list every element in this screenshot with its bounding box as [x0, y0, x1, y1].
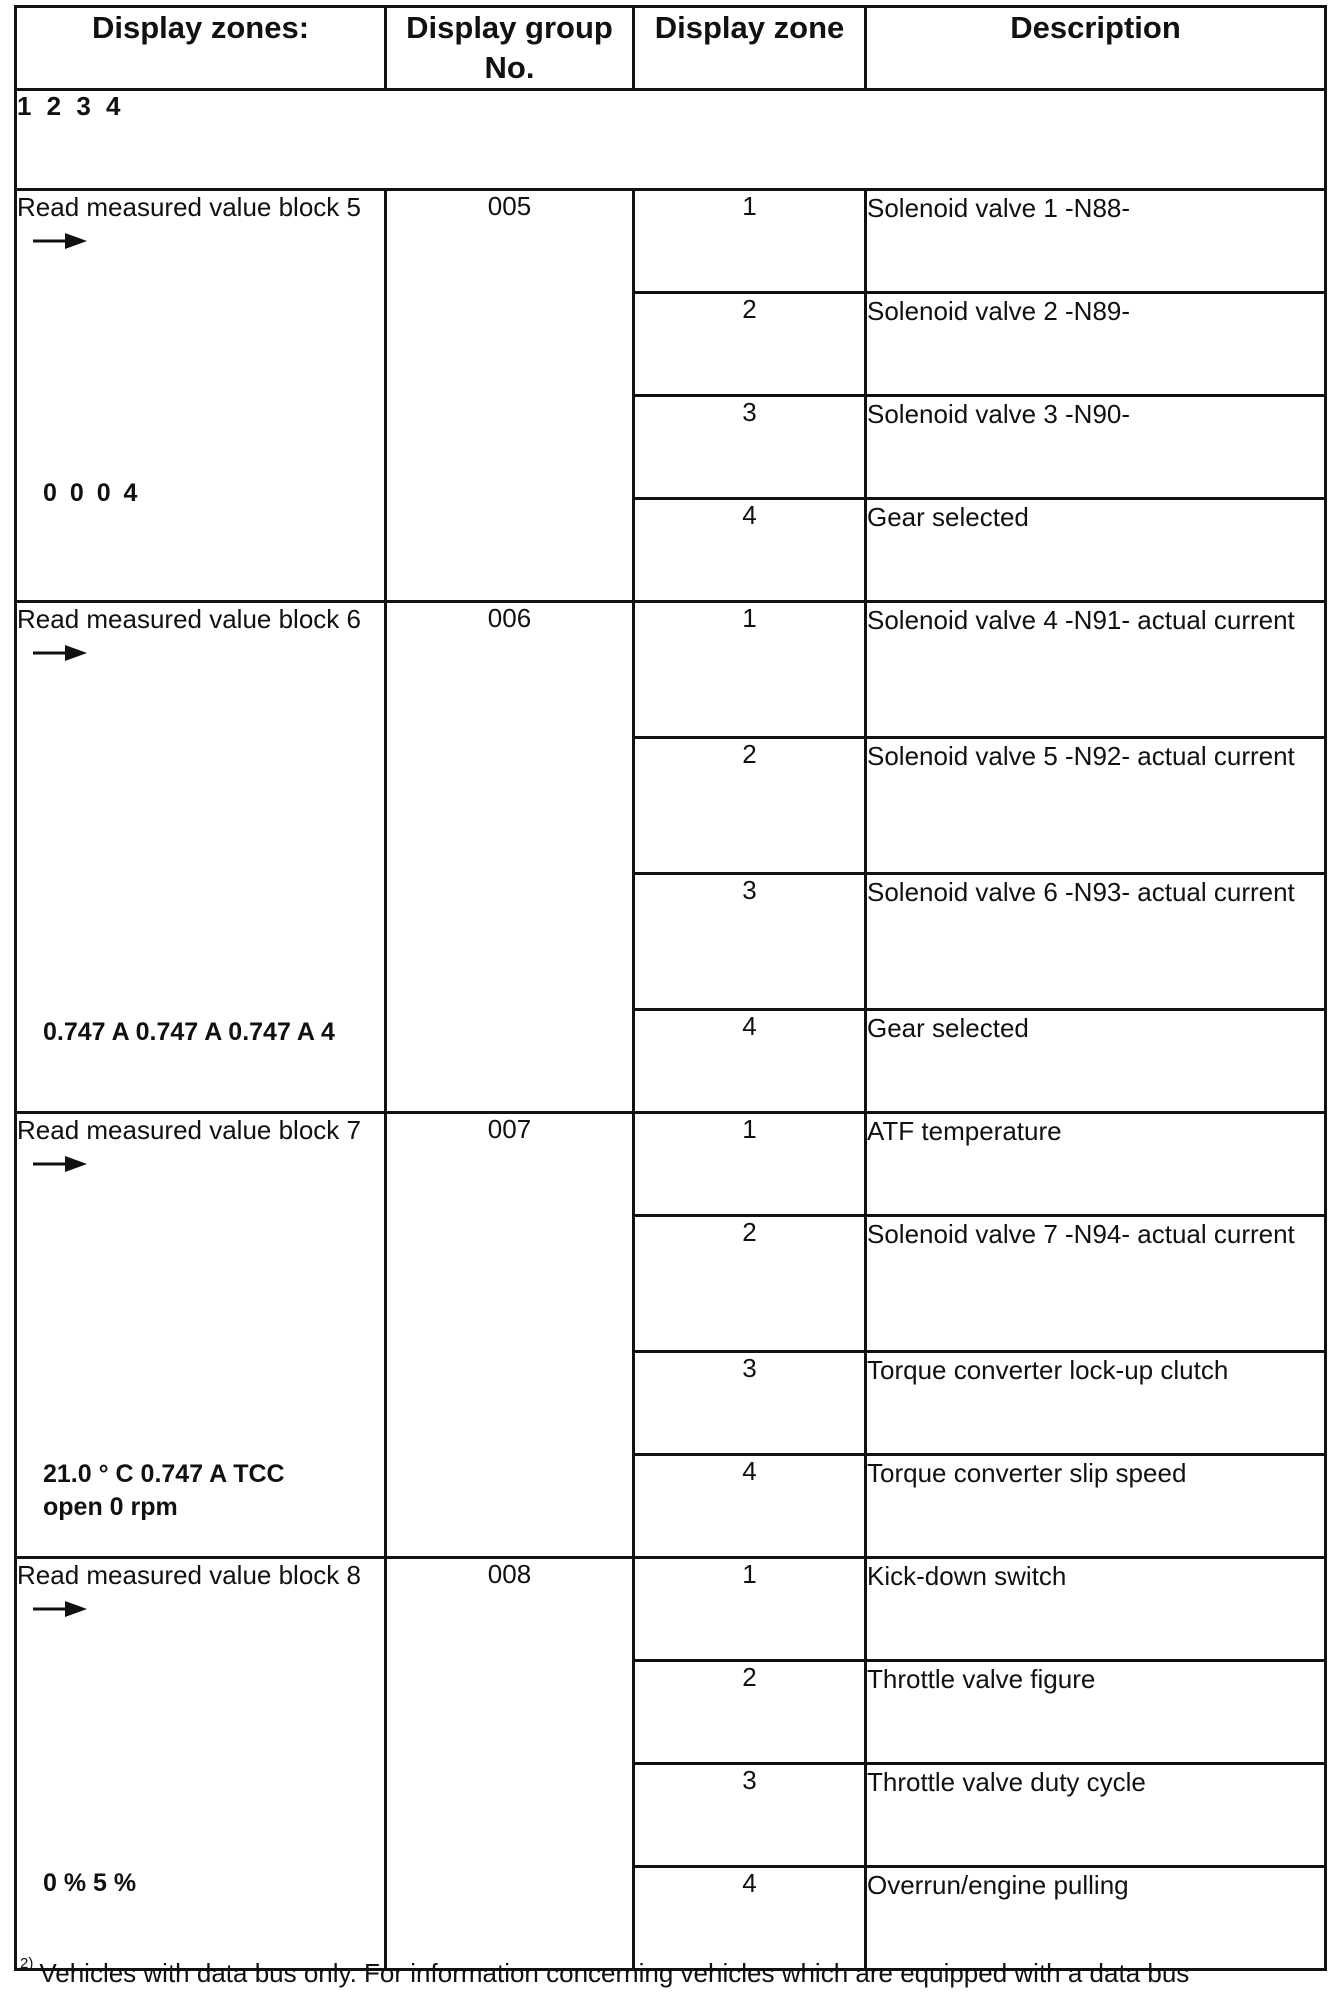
zone-description: Solenoid valve 7 -N94- actual current: [866, 1216, 1326, 1352]
zone-description: ATF temperature: [866, 1113, 1326, 1216]
zone-number: 3: [634, 1352, 866, 1455]
zone-number: 2: [634, 293, 866, 396]
zone-description: Kick-down switch: [866, 1558, 1326, 1661]
zone-description: Gear selected: [866, 499, 1326, 602]
block-8-group: 008: [386, 1558, 634, 1970]
zone-description: Solenoid valve 5 -N92- actual current: [866, 738, 1326, 874]
block-7-cell: [16, 1113, 386, 1558]
zone-description: Torque converter lock-up clutch: [866, 1352, 1326, 1455]
header-display-group-no: Display group No.: [386, 7, 634, 90]
zones-row: 1 2 3 4: [16, 90, 1326, 190]
header-display-zones: Display zones:: [16, 7, 386, 90]
arrow-right-icon: [33, 226, 87, 259]
zone-number: 3: [634, 1764, 866, 1867]
zone-number: 2: [634, 1216, 866, 1352]
zone-description: Solenoid valve 3 -N90-: [866, 396, 1326, 499]
footnote-marker: 2): [20, 1955, 34, 1973]
block-6-cell: [16, 602, 386, 1113]
block-8-readout: 0 % 5 %: [43, 1869, 137, 1897]
zone-number: 2: [634, 1661, 866, 1764]
zone-number: 1: [634, 1113, 866, 1216]
block-8-cell: [16, 1558, 386, 1973]
arrow-right-icon: [33, 1594, 87, 1627]
block-6-group: 006: [386, 602, 634, 1113]
zone-description: Throttle valve duty cycle: [866, 1764, 1326, 1867]
zone-description: Torque converter slip speed: [866, 1455, 1326, 1558]
block-6-label: Read measured value block 6: [17, 604, 361, 634]
block-5-cell: [16, 190, 386, 602]
zone-number: 2: [634, 738, 866, 874]
footnote: [20, 1955, 1190, 1989]
block-7-readout: 21.0 ° C 0.747 A TCC open 0 rpm: [43, 1460, 285, 1521]
header-display-zone: Display zone: [634, 7, 866, 90]
arrow-right-icon: [33, 1149, 87, 1182]
block-5-label: Read measured value block 5: [17, 192, 361, 222]
block-5-group: 005: [386, 190, 634, 602]
zone-description: Solenoid valve 1 -N88-: [866, 190, 1326, 293]
zone-number: 4: [634, 1010, 866, 1113]
header-description: Description: [866, 7, 1326, 90]
zone-number: 3: [634, 396, 866, 499]
footnote-text: Vehicles with data bus only. For information concerning vehicles which are equipped with a data bus: [39, 1958, 1190, 1988]
measured-value-table: [14, 5, 1327, 1971]
zone-number: 4: [634, 499, 866, 602]
zone-description: Throttle valve figure: [866, 1661, 1326, 1764]
zone-number: 3: [634, 874, 866, 1010]
arrow-right-icon: [33, 638, 87, 671]
zone-description: Gear selected: [866, 1010, 1326, 1113]
zone-description: Solenoid valve 6 -N93- actual current: [866, 874, 1326, 1010]
zone-description: Overrun/engine pulling: [866, 1867, 1326, 1970]
block-5-readout: 0 0 0 4: [43, 479, 141, 507]
block-7-group: 007: [386, 1113, 634, 1558]
block-6-readout: 0.747 A 0.747 A 0.747 A 4: [43, 1018, 335, 1046]
block-8-label: Read measured value block 8: [17, 1560, 361, 1590]
zone-number: 1: [634, 602, 866, 738]
zone-number: 4: [634, 1455, 866, 1558]
zone-number: 1: [634, 1558, 866, 1661]
block-7-label: Read measured value block 7: [17, 1115, 361, 1145]
zone-description: Solenoid valve 2 -N89-: [866, 293, 1326, 396]
zone-number: 4: [634, 1867, 866, 1970]
zone-number: 1: [634, 190, 866, 293]
zone-description: Solenoid valve 4 -N91- actual current: [866, 602, 1326, 738]
